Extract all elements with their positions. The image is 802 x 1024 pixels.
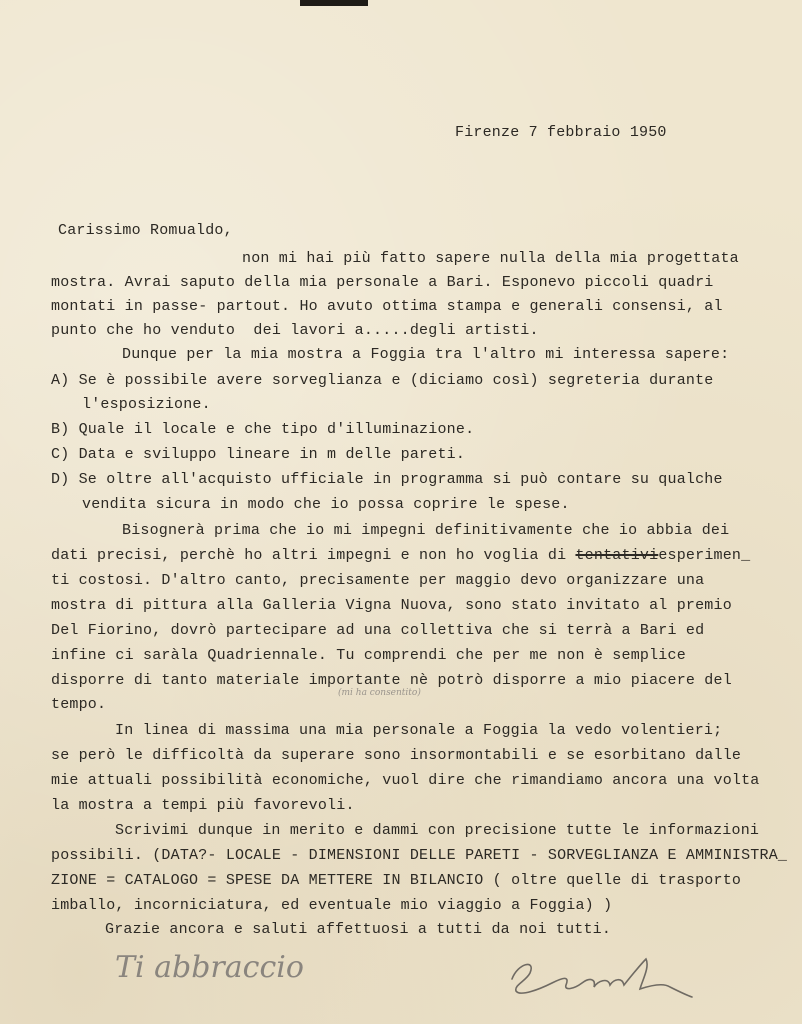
letter-date: Firenze 7 febbraio 1950 bbox=[455, 124, 667, 141]
struck-word: tentativi bbox=[575, 547, 659, 564]
handwritten-closing: Ti abbraccio bbox=[115, 950, 304, 985]
body-line-11: infine ci saràla Quadriennale. Tu comprendi che per me non è semplice bbox=[51, 647, 686, 664]
salutation: Carissimo Romualdo, bbox=[58, 222, 233, 239]
after-strike: esperimen_ bbox=[658, 547, 751, 564]
body-line-5: Dunque per la mia mostra a Foggia tra l'altro mi interessa sapere: bbox=[122, 346, 730, 363]
clip-mark bbox=[300, 0, 368, 6]
body-line-7 bbox=[51, 547, 750, 565]
list-item-b: B) Quale il locale e che tipo d'illuminazione. bbox=[51, 421, 475, 438]
body-line-7-text: dati precisi, perchè ho altri impegni e non ho voglia di bbox=[51, 547, 576, 564]
body-line-12: disporre di tanto materiale importante nè potrò disporre a mio piacere del bbox=[51, 672, 732, 689]
list-item-d: D) Se oltre all'acquisto ufficiale in programma si può contare su qualche bbox=[51, 471, 723, 488]
body-line-16: mie attuali possibilità economiche, vuol dire che rimandiamo ancora una volta bbox=[51, 772, 760, 789]
signature-icon bbox=[500, 945, 700, 1005]
body-line-20: ZIONE = CATALOGO = SPESE DA METTERE IN BILANCIO ( oltre quelle di trasporto bbox=[51, 872, 742, 889]
body-line-13: tempo. bbox=[51, 696, 107, 713]
body-line-21: imballo, incorniciatura, ed eventuale mio viaggio a Foggia) ) bbox=[51, 897, 613, 914]
marginal-note: (mi ha consentito) bbox=[338, 688, 421, 698]
body-line-15: se però le difficoltà da superare sono insormontabili e se esorbitano dalle bbox=[51, 747, 742, 764]
signature bbox=[500, 945, 700, 1005]
body-line-9: mostra di pittura alla Galleria Vigna Nuova, sono stato invitato al premio bbox=[51, 597, 732, 614]
body-line-8: ti costosi. D'altro canto, precisamente per maggio devo organizzare una bbox=[51, 572, 705, 589]
body-line-17: la mostra a tempi più favorevoli. bbox=[51, 797, 355, 814]
body-line-6: Bisognerà prima che io mi impegni definitivamente che io abbia dei bbox=[122, 522, 730, 539]
body-line-1: non mi hai più fatto sapere nulla della mia progettata bbox=[242, 250, 739, 267]
list-item-a-cont: l'esposizione. bbox=[82, 396, 211, 413]
body-line-18: Scrivimi dunque in merito e dammi con precisione tutte le informazioni bbox=[115, 822, 760, 839]
list-item-d-cont: vendita sicura in modo che io possa coprire le spese. bbox=[82, 496, 570, 513]
body-line-10: Del Fiorino, dovrò partecipare ad una collettiva che si terrà a Bari ed bbox=[51, 622, 705, 639]
body-line-2: mostra. Avrai saputo della mia personale a Bari. Esponevo piccoli quadri bbox=[51, 274, 714, 291]
body-line-3: montati in passe- partout. Ho avuto ottima stampa e generali consensi, al bbox=[51, 298, 723, 315]
list-item-a: A) Se è possibile avere sorveglianza e (diciamo così) segreteria durante bbox=[51, 372, 714, 389]
body-line-4: punto che ho venduto dei lavori a.....degli artisti. bbox=[51, 322, 539, 339]
body-line-14: In linea di massima una mia personale a Foggia la vedo volentieri; bbox=[115, 722, 723, 739]
body-line-19: possibili. (DATA?- LOCALE - DIMENSIONI DELLE PARETI - SORVEGLIANZA E AMMINISTRA_ bbox=[51, 847, 788, 864]
closing-line: Grazie ancora e saluti affettuosi a tutti da noi tutti. bbox=[105, 921, 612, 938]
list-item-c: C) Data e sviluppo lineare in m delle pareti. bbox=[51, 446, 466, 463]
